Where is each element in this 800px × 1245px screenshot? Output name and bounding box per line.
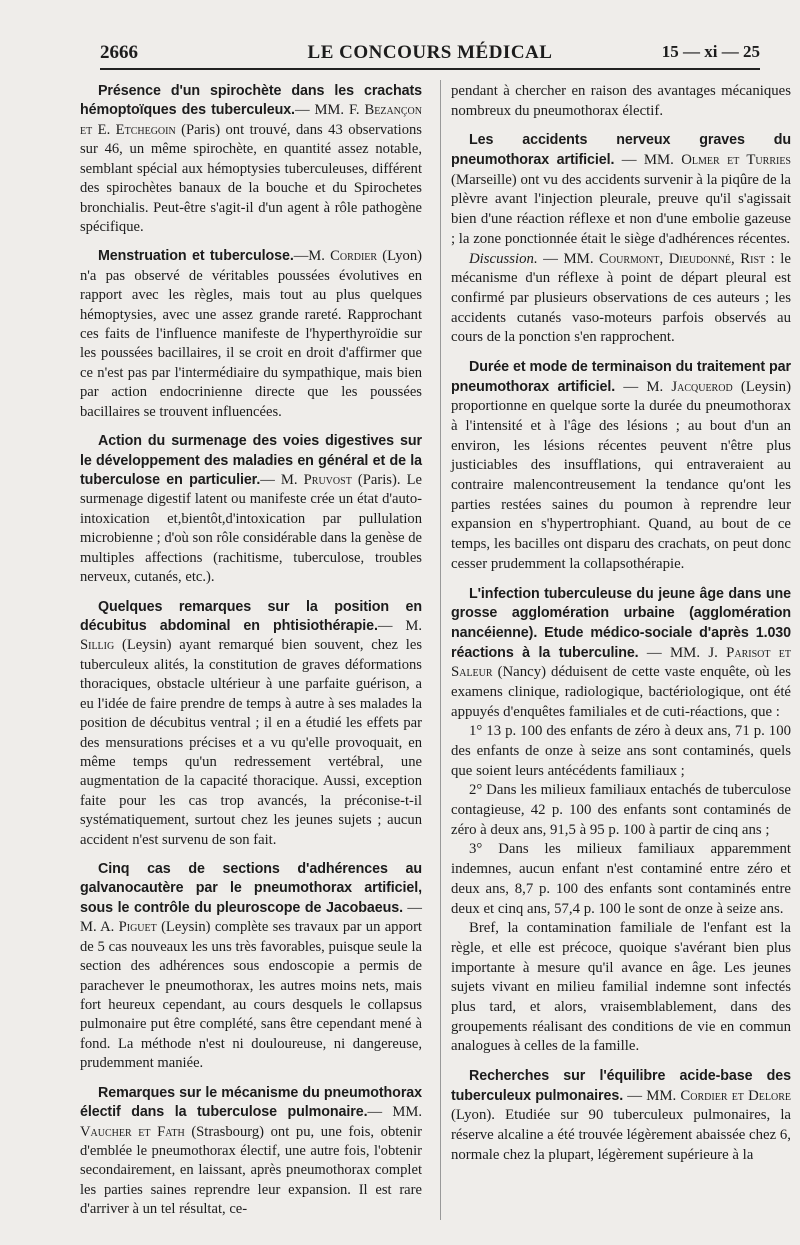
article-text: (Paris) ont trouvé, dans 43 observations sur 46, un même spirochète, en quantité assez notable, semblant spécial aux hémoptysies tuberculeuses, différent des spirochètes banaux de la bouche et du Spirochetes bronchialis. Peut-être s'agit-il d'un agent à rôle pathogène spécifique. bbox=[80, 121, 422, 235]
column-rule bbox=[440, 80, 441, 1220]
article-authors: — MM. Vaucher et Fath bbox=[80, 1104, 422, 1140]
article-paragraph bbox=[80, 82, 422, 237]
list-item: 2° Dans les milieux familiaux entachés de tuberculose contagieuse, 42 p. 100 des enfants sont contaminés de zéro à deux ans, 91,5 à 95 p. 100 à partir de cinq ans ; bbox=[451, 782, 791, 838]
article-text: (Lyon). Etudiée sur 90 tuberculeux pulmonaires, la réserve alcaline a été trouvée légèrement abaissée chez 6, normale chez la plupart, légèrement supérieure à la bbox=[451, 1107, 791, 1163]
article-title: Recherches sur l'équilibre acide-base des tuberculeux pulmonaires. bbox=[451, 1068, 791, 1104]
list-item: 3° Dans les milieux familiaux apparemment indemnes, aucun enfant n'est contaminé entre zéro et deux ans, 8,7 p. 100 des enfants sont contaminés entre deux et cinq ans, 57,4 p. 100 le sont de onze à seize ans. bbox=[451, 841, 791, 917]
article-paragraph bbox=[451, 1067, 791, 1165]
page-header bbox=[100, 40, 760, 70]
discussion-authors: — MM. Courmont, Dieudonné, Rist bbox=[537, 250, 766, 267]
article-text: (Marseille) ont vu des accidents survenir à la piqûre de la plèvre avant l'injection pleurale, preuve qu'il s'agissait bien d'une réaction réflexe et non d'une embolie gazeuse ; la zone ponctionnée était le siège d'adhérences récentes. bbox=[451, 171, 791, 247]
header-rule bbox=[100, 68, 760, 70]
discussion-paragraph bbox=[451, 250, 791, 348]
list-item: 1° 13 p. 100 des enfants de zéro à deux ans, 71 p. 100 des enfants de onze à seize ans sont contaminés, quels que soient leurs antécédents familiaux ; bbox=[451, 723, 791, 779]
article-text: (Nancy) déduisent de cette vaste enquête, où les examens clinique, radiologique, bactériologique, ont été appuyés d'enquêtes familiales et de cuti-réactions, que : bbox=[451, 664, 791, 720]
article-title: Durée et mode de terminaison du traitement par pneumothorax artificiel. bbox=[451, 358, 791, 395]
article-paragraph bbox=[451, 131, 791, 249]
article-text: (Leysin) complète ses travaux par un apport de 5 cas nouveaux les uns très favorables, puisque seule la section des adhérences sous endoscopie a permis de parachever le pneumothorax, les autres moins nets, mais fort heureux cependant, au cours desquels le collapsus pulmonaire put être complété, sans être cependant mené à fond. La méthode n'est ni douloureuse, ni dangereuse, prudemment maniée. bbox=[80, 919, 422, 1072]
article-authors: —M. Cordier bbox=[293, 248, 378, 265]
article-paragraph bbox=[80, 860, 422, 1074]
article-text: (Leysin) ayant remarqué bien souvent, chez les tuberculeux alités, la constitution de graves déformations thoraciques, obstacle ultérieur à une parfaite guérison, a eu l'idée de faire prendre de temps à autre à ses malades la position de décubitus ventral ; il en a étudié les effets par des mensurations précises et a vu qu'elle provoquait, en même temps qu'un redressement vertébral, une augmentation de la capacité thoracique. Aussi, exception faite pour les cas trop avancés, la préconise-t-il systématiquement, surtout chez les jeunes sujets ; aucun accident n'est survenu de son fait. bbox=[80, 637, 422, 848]
article-paragraph bbox=[80, 598, 422, 850]
article-authors: — MM. F. Bezançon et E. Etchegoin bbox=[80, 102, 422, 138]
discussion-text: : le mécanisme d'un réflexe à point de départ pleural est confirmé par plusieurs observations de ces auteurs ; les accidents cutanés vaso-moteurs parfois observés au cours de la ponction s'en rapprochent. bbox=[451, 250, 791, 346]
article-title: Menstruation et tuberculose. bbox=[98, 248, 294, 265]
article-paragraph bbox=[451, 585, 791, 723]
article-authors: — M. Pruvost bbox=[260, 472, 352, 489]
article-paragraph bbox=[451, 358, 791, 575]
article-paragraph bbox=[80, 432, 422, 587]
article-title: Présence d'un spirochète dans les crachats hémoptoïques des tuberculeux. bbox=[80, 83, 422, 119]
article-paragraph bbox=[80, 247, 422, 422]
article-authors: — MM. Cordier et Delore bbox=[623, 1087, 791, 1104]
article-paragraph bbox=[80, 1084, 422, 1220]
article-title: Quelques remarques sur la position en décubitus abdominal en phtisiothérapie. bbox=[80, 598, 422, 634]
article-title: Action du surmenage des voies digestives sur le développement des maladies en général et de la tuberculose en particulier. bbox=[80, 433, 422, 489]
discussion-label: Discussion. bbox=[469, 250, 538, 267]
article-title: Les accidents nerveux graves du pneumothorax artificiel. bbox=[451, 132, 791, 169]
left-column bbox=[80, 82, 422, 1230]
article-text: (Leysin) proportionne en quelque sorte la durée du pneumothorax à l'intensité et à l'âge des lésions ; au bout d'un an environ, les lésions récentes peuvent n'être plus justiciables des insufflations, qui entraveraient au contraire malencontreusement la tendance qu'ont les parties restées saines du poumon à reprendre leur expansion en s'hypertrophiant. Quand, au bout de ce temps, les bacilles ont disparu des crachats, on peut donc cesser prudemment la collapsothérapie. bbox=[451, 378, 791, 572]
article-authors: — MM. J. Parisot et Saleur bbox=[451, 644, 792, 681]
summary-paragraph: Bref, la contamination familiale de l'enfant est la règle, et elle est précoce, quoique s'avérant bien plus importante à mesure qu'il avance en âge. Les jeunes sujets vivant en milieu familial indemne sont infectés plus tard, et alors, vraisemblablement, dans des groupements réalisant des conditions de vie en commun analogues à celles de la famille. bbox=[451, 920, 791, 1055]
article-text: (Paris). Le surmenage digestif latent ou manifeste crée un état d'auto-intoxication et,bientôt,d'intoxication par pullulation microbienne ; d'où son rôle considérable dans la genèse de multiples affections (rachitisme, tuberculose, troubles nerveux, cutanés, etc.). bbox=[80, 472, 422, 586]
article-authors: — M. Jacquerod bbox=[615, 378, 733, 395]
article-authors: — MM. Olmer et Turries bbox=[614, 152, 791, 169]
article-text: (Strasbourg) ont pu, une fois, obtenir d'emblée le pneumothorax électif, une autre fois, l'obtenir secondairement, en laissant, après pneumothorax complet les parties saines reprendre leur expansion. Il est rare d'arriver à un tel résultat, ce- bbox=[80, 1123, 422, 1218]
article-title: Cinq cas de sections d'adhérences au galvanocautère par le pneumothorax artificiel, sous le contrôle du pleuroscope de Jacobaeus. bbox=[80, 861, 422, 916]
issue-date: 15 — xi — 25 bbox=[661, 42, 760, 61]
continued-paragraph: pendant à chercher en raison des avantages mécaniques nombreux du pneumothorax électif. bbox=[451, 83, 791, 119]
article-title: Remarques sur le mécanisme du pneumothorax électif dans la tuberculose pulmonaire. bbox=[80, 1084, 422, 1121]
article-title: L'infection tuberculeuse du jeune âge dans une grosse agglomération urbaine (agglomération nancéienne). Etude médico-sociale d'après 1.030 réactions à la tuberculine. bbox=[451, 585, 791, 661]
journal-title: LE CONCOURS MÉDICAL bbox=[307, 42, 553, 63]
article-authors: — M. Sillig bbox=[80, 617, 422, 654]
article-authors: — M. A. Piguet bbox=[80, 899, 422, 936]
right-column bbox=[451, 82, 791, 1175]
page-number: 2666 bbox=[100, 42, 138, 63]
article-text: (Lyon) n'a pas observé de véritables poussées évolutives en rapport avec les règles, mais tout au plus quelques hémoptysies, avec une assez grande rareté. Rapprochant ces faits de l'influence manifeste de l'hyperthyroïdie sur les poussées bacillaires, il se croit en droit d'affirmer que ce n'est pas par l'intermédiaire du sympathique, mais bien par action endocrinienne directe que les poussées bacillaires se trouvent influencées. bbox=[80, 248, 422, 420]
